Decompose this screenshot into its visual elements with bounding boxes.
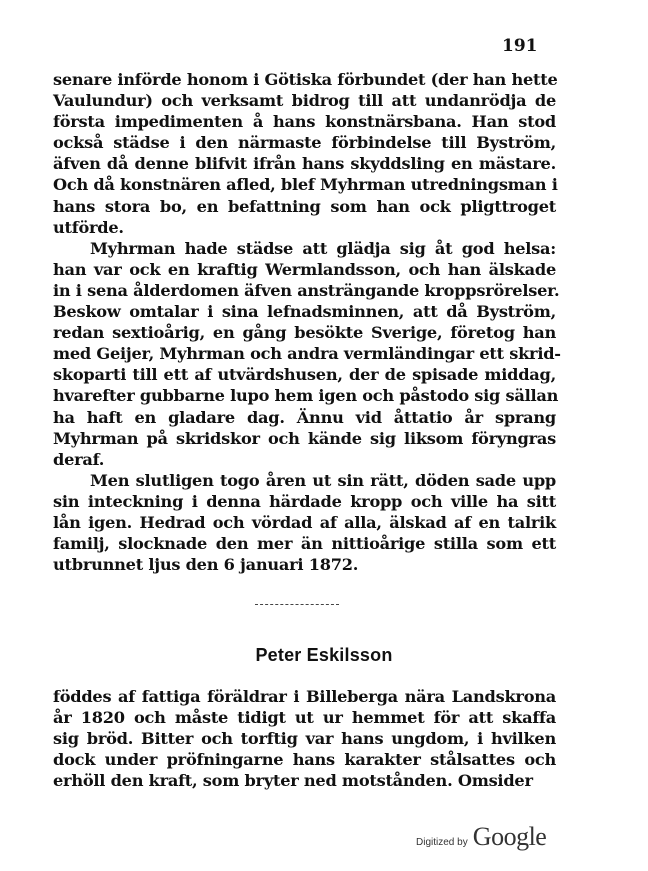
text-line: deraf. <box>53 449 105 469</box>
text-line: skoparti till ett af utvärdshusen, der de spisade middag, <box>53 365 556 385</box>
text-line: Och då konstnären afled, blef Myhrman utredningsman i <box>53 175 558 195</box>
text-line: redan sextioårig, en gång besökte Sverige, företog han <box>53 323 556 343</box>
text-line: sig bröd. Bitter och torftig var hans ungdom, i hvilken <box>53 729 556 749</box>
google-logo: Google <box>472 822 547 851</box>
body-text-before-heading <box>53 69 561 575</box>
text-line: äfven då denne blifvit ifrån hans skyddsling en mästare. <box>53 154 556 174</box>
text-line: hans stora bo, en befattning som han ock pligttroget <box>53 196 556 216</box>
text-line: också städse i den närmaste förbindelse till Byström, <box>53 133 556 153</box>
text-line: sin inteckning i denna härdade kropp och ville ha sitt <box>53 491 556 511</box>
text-line: dock under pröfningarne hans karakter stålsattes och <box>53 750 556 770</box>
text-line: han var ock en kraftig Wermlandsson, och han älskade <box>53 259 556 279</box>
text-line: Beskow omtalar i sina lefnadsminnen, att då Byström, <box>53 302 556 322</box>
text-line: Myhrman hade städse att glädja sig åt god helsa: <box>90 238 556 258</box>
text-line: ha haft en gladare dag. Ännu vid åttatio år sprang <box>53 407 556 427</box>
digitized-by-watermark <box>416 822 546 852</box>
section-title: Peter Eskilsson <box>255 645 393 665</box>
text-line: med Geijer, Myhrman och andra vermländingar ett skrid- <box>53 344 561 364</box>
text-line: Men slutligen togo åren ut sin rätt, döden sade upp <box>90 470 556 490</box>
body-text-after-heading <box>53 686 556 791</box>
text-line: familj, slocknade den mer än nittioårige stilla som ett <box>53 534 556 554</box>
text-line: hvarefter gubbarne lupo hem igen och påstodo sig sällan <box>53 386 559 406</box>
page-number: 191 <box>502 36 538 56</box>
digitized-label: Digitized by <box>416 837 468 848</box>
text-line: senare införde honom i Götiska förbundet (der han hette <box>53 70 558 89</box>
text-line: år 1820 och måste tidigt ut ur hemmet för att skaffa <box>53 708 556 728</box>
text-line: erhöll den kraft, som bryter ned motstånden. Omsider <box>53 771 533 791</box>
text-line: utbrunnet ljus den 6 januari 1872. <box>53 555 359 575</box>
text-line: in i sena ålderdomen äfven ansträngande kroppsrörelser. <box>53 280 560 300</box>
text-line: första impedimenten å hans konstnärsbana. Han stod <box>53 112 556 132</box>
text-line: Myhrman på skridskor och kände sig liksom föryngras <box>53 428 556 448</box>
text-line: Vaulundur) och verksamt bidrog till att undanrödja de <box>53 91 556 111</box>
text-line: föddes af fattiga föräldrar i Billeberga nära Landskrona <box>53 687 556 706</box>
text-line: lån igen. Hedrad och vördad af alla, älskad af en talrik <box>53 512 556 532</box>
text-line: utförde. <box>53 217 124 237</box>
section-separator <box>255 604 339 605</box>
